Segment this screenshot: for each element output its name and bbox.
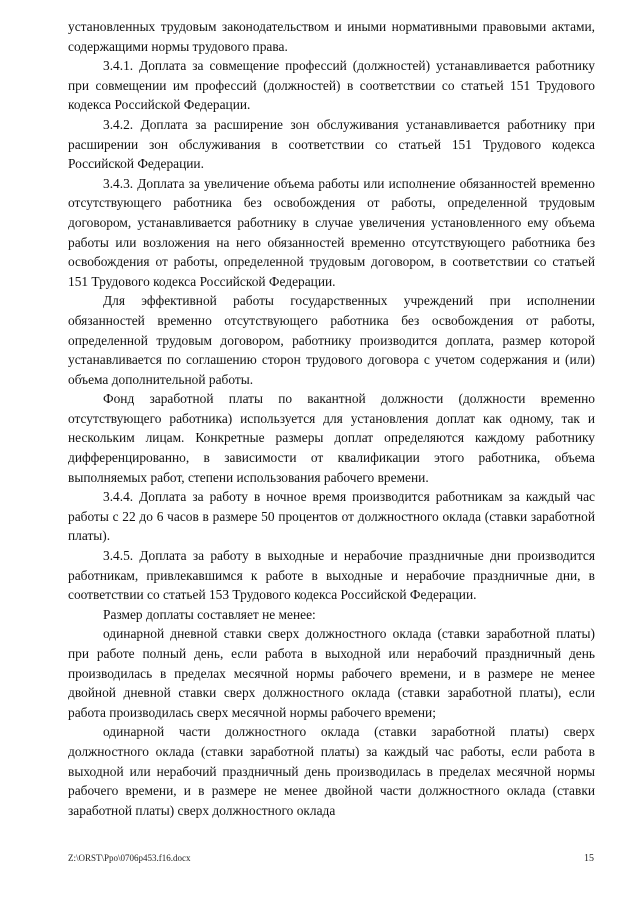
paragraph-wage-fund: Фонд заработной платы по вакантной должности (должности временно отсутствующего работника) используется для установления доплат как одному, так и нескольким лицам. Конкретные размеры доплат определяются каждому работнику дифференцированно, в зависимости от квалификации этого работника, объема выполняемых работ, степени использования рабочего времени. xyxy=(68,391,595,485)
paragraph-3-4-4: 3.4.4. Доплата за работу в ночное время производится работникам за каждый час работы с 22 до 6 часов в размере 50 процентов от должностного оклада (ставки заработной платы). xyxy=(68,489,595,544)
paragraph-continuation: установленных трудовым законодательством и иными нормативными правовыми актами, содержащими нормы трудового права. xyxy=(68,19,595,54)
footer-file-path: Z:\ORST\Ppo\0706p453.f16.docx xyxy=(68,853,191,863)
paragraph-3-4-1: 3.4.1. Доплата за совмещение профессий (должностей) устанавливается работнику при совмещении им профессий (должностей) в соответствии со статьей 151 Трудового кодекса Российской Федерации. xyxy=(68,58,595,113)
paragraph-single-hourly-part: одинарной части должностного оклада (ставки заработной платы) сверх должностного оклада (ставки заработной платы) за каждый час работы, если работа в выходной или нерабочий праздничный день производилась в пределах месячной нормы рабочего времени, и в размере не менее двойной части должностного оклада (ставки заработной платы) сверх должностного оклада xyxy=(68,724,595,818)
paragraph-3-4-3: 3.4.3. Доплата за увеличение объема работы или исполнение обязанностей временно отсутствующего работника без освобождения от работы, определенной трудовым договором, устанавливается работнику в случае увеличения установленного ему объема работы или возложения на него обязанностей временно отсутствующего работника без освобождения от работы, определенной трудовым договором, в соответствии со статьей 151 Трудового кодекса Российской Федерации. xyxy=(68,175,595,289)
paragraph-3-4-2: 3.4.2. Доплата за расширение зон обслуживания устанавливается работнику при расширении зон обслуживания в соответствии со статьей 151 Трудового кодекса Российской Федерации. xyxy=(68,116,595,172)
paragraph-3-4-5: 3.4.5. Доплата за работу в выходные и нерабочие праздничные дни производится работникам, привлекавшимся к работе в выходные и нерабочие праздничные дни, в соответствии со статьей 153 Трудового кодекса Российской Федерации. xyxy=(68,548,595,603)
document-body xyxy=(68,17,595,820)
paragraph-single-daily-rate: одинарной дневной ставки сверх должностного оклада (ставки заработной платы) при работе полный день, если работа в выходной или нерабочий праздничный день производилась в пределах месячной нормы рабочего времени, и в размере не менее двойной дневной ставки сверх должностного оклада (ставки заработной платы), если работа производилась сверх месячной нормы рабочего времени; xyxy=(68,626,595,720)
footer-page-number: 15 xyxy=(584,853,594,864)
paragraph-payment-size: Размер доплаты составляет не менее: xyxy=(103,606,316,622)
paragraph-effective-work: Для эффективной работы государственных учреждений при исполнении обязанностей временно отсутствующего работника без освобождения от работы, определенной трудовым договором, работнику производится доплата, размер которой устанавливается по соглашению сторон трудового договора с учетом содержания и (или) объема дополнительной работы. xyxy=(68,293,595,387)
